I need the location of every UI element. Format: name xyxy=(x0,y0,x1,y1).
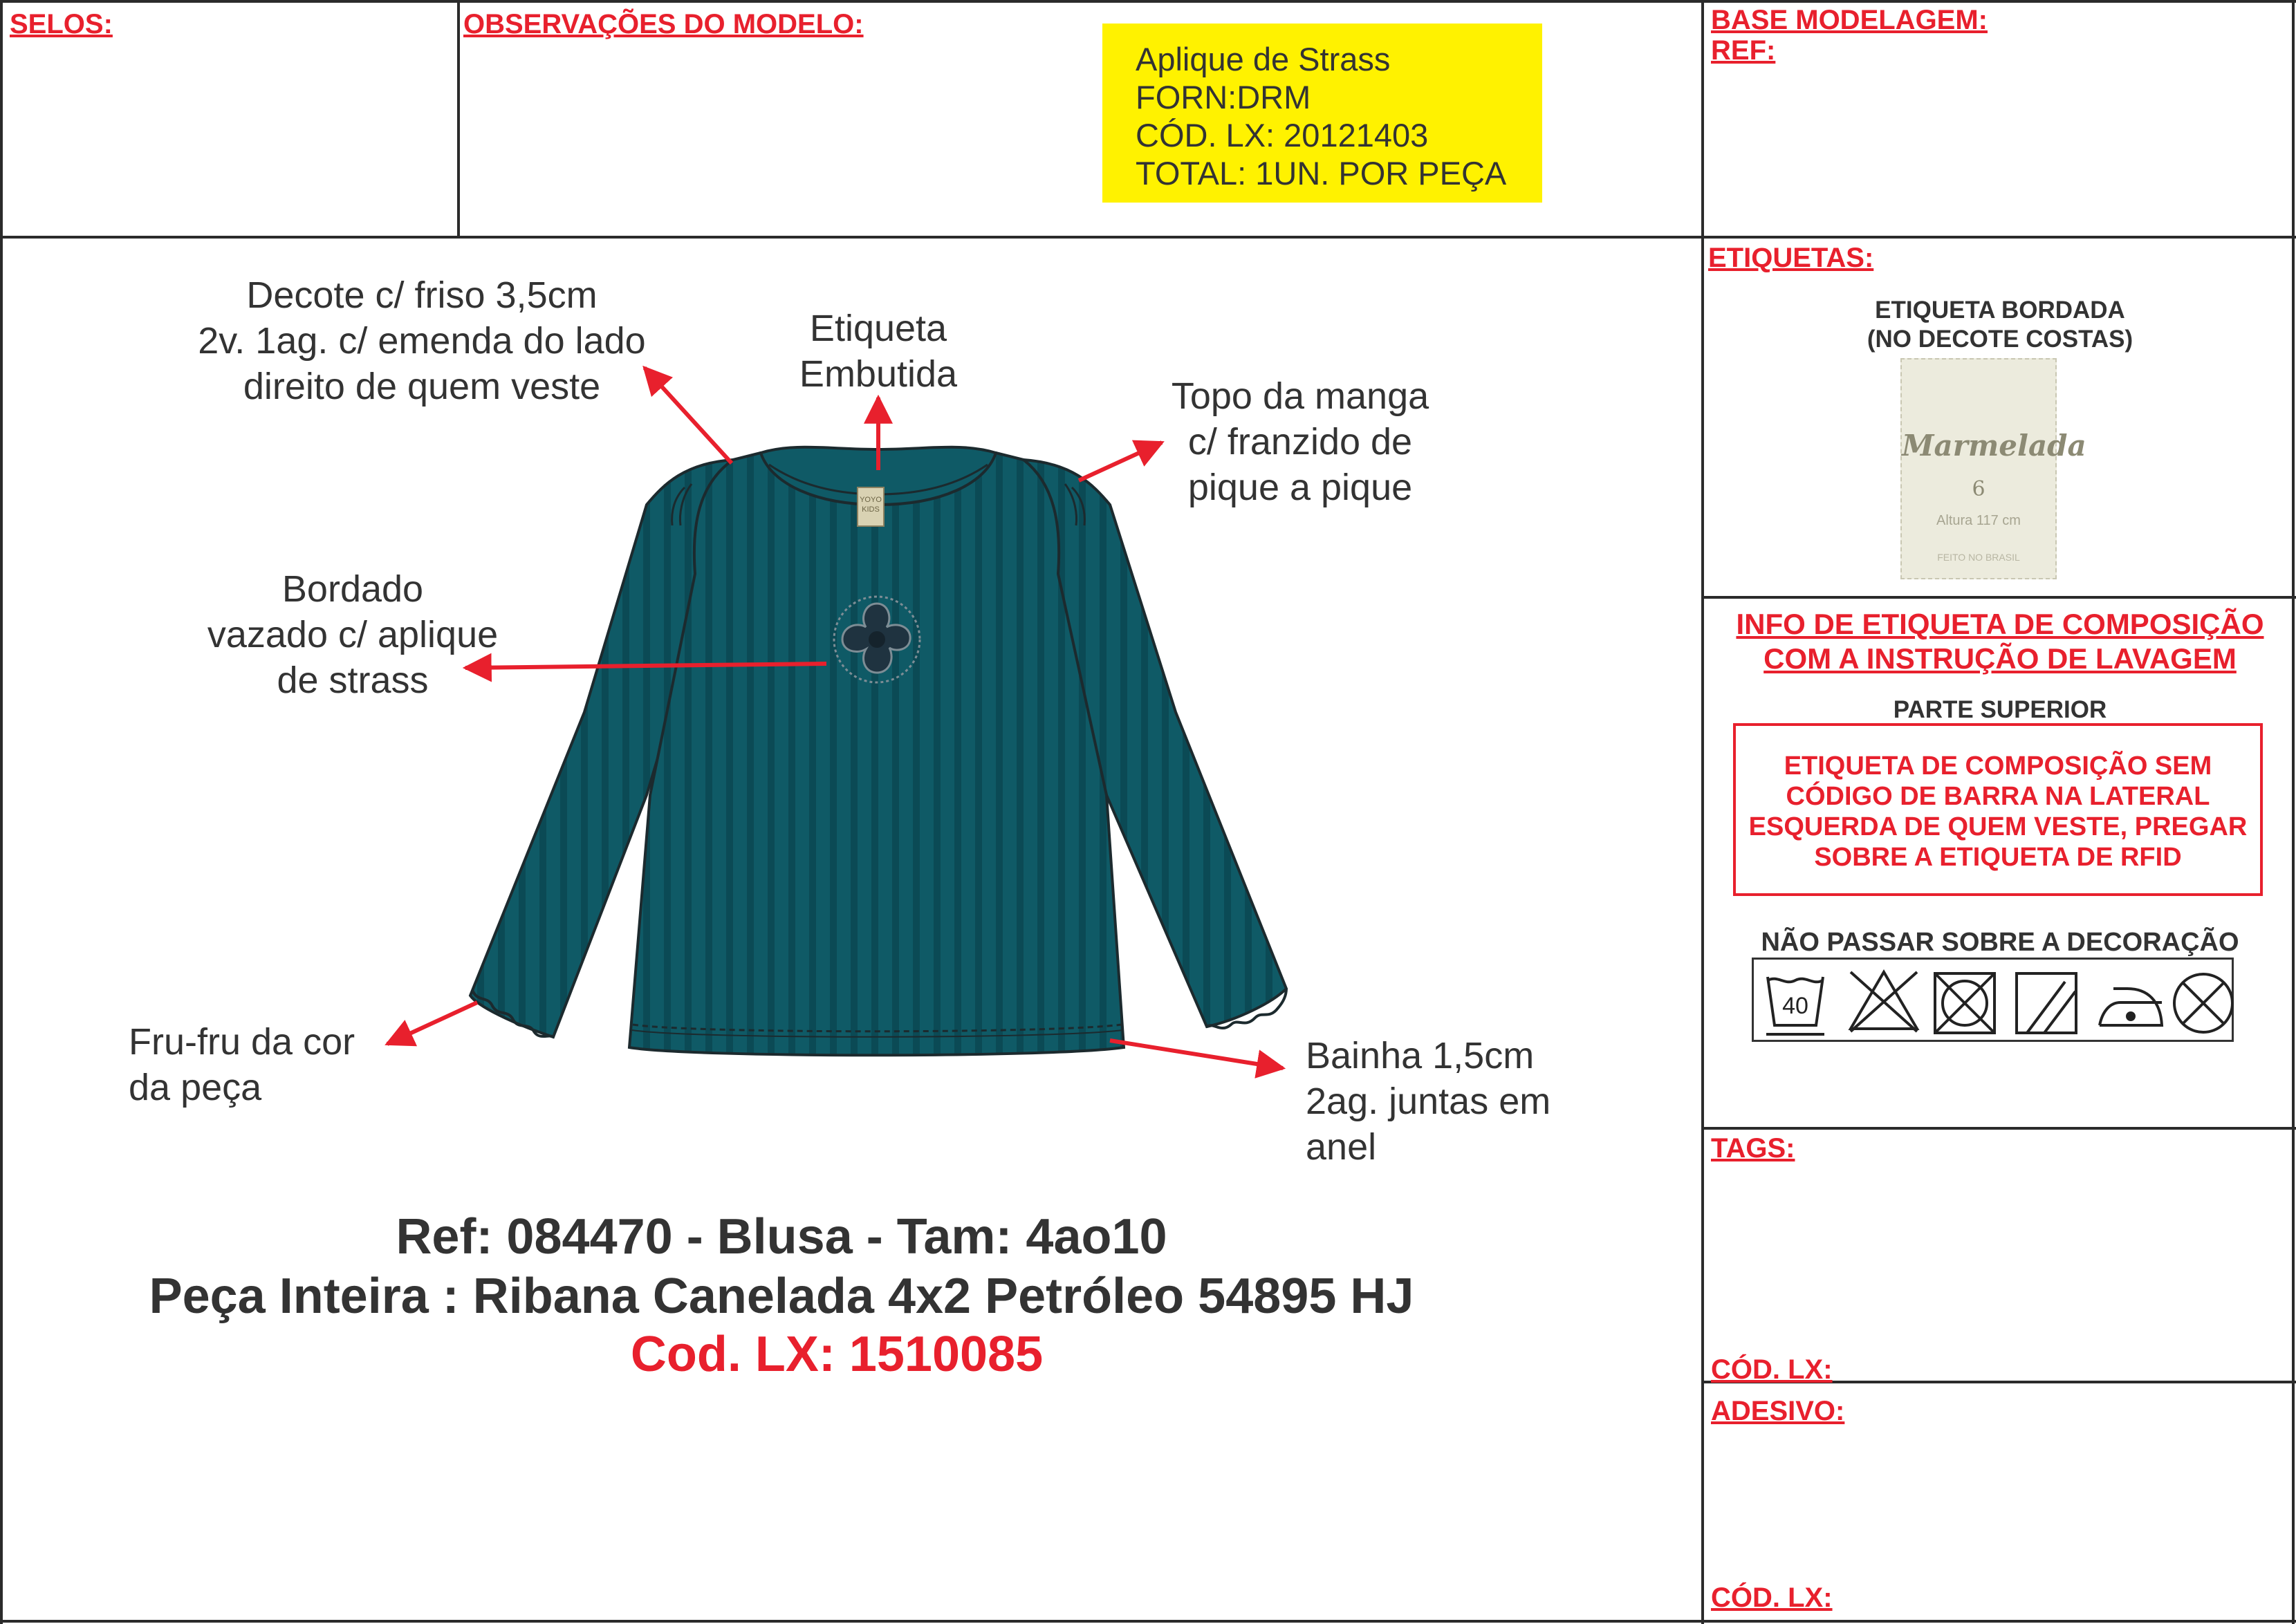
svg-text:YOYO: YOYO xyxy=(860,496,882,504)
callout-line: Topo da manga xyxy=(1171,375,1429,417)
cod-lx-line: Cod. LX: 1510085 xyxy=(630,1327,1044,1382)
parte-superior: PARTE SUPERIOR xyxy=(1893,696,2107,723)
embroidered-label xyxy=(1900,358,2086,579)
svg-text:40: 40 xyxy=(1782,993,1808,1019)
shirt-body xyxy=(629,453,1124,1055)
tags-header: TAGS: xyxy=(1711,1133,1795,1164)
ref-header: REF: xyxy=(1711,35,1776,66)
rfid-line: CÓDIGO DE BARRA NA LATERAL xyxy=(1786,782,2210,811)
callout-line: Embutida xyxy=(799,353,958,395)
iron-low-icon xyxy=(2100,989,2162,1025)
applique-line: Aplique de Strass xyxy=(1136,41,1391,77)
no-dry-clean-icon xyxy=(2174,974,2232,1032)
rfid-instruction-box xyxy=(1733,723,2263,896)
applique-line: FORN:DRM xyxy=(1136,79,1311,115)
fabric-line: Peça Inteira : Ribana Canelada 4x2 Petróleo 54895 HJ xyxy=(149,1269,1414,1324)
callout-line: Bordado xyxy=(281,568,424,610)
base-modelagem-header: BASE MODELAGEM: xyxy=(1711,5,1988,35)
composicao-title xyxy=(1704,607,2296,676)
label-made-in: FEITO NO BRASIL xyxy=(1937,552,2020,563)
callout-line: Etiqueta xyxy=(809,308,947,349)
divider-tags xyxy=(1701,1127,2296,1130)
no-tumble-dry-icon xyxy=(1935,973,1994,1033)
applique-line: CÓD. LX: 20121403 xyxy=(1136,117,1429,153)
etiqueta-bordada-title xyxy=(1704,296,2296,354)
label-brand: Marmelada xyxy=(1902,429,2086,463)
callout-line: c/ franzido de xyxy=(1187,421,1413,463)
callout-line: da peça xyxy=(129,1067,262,1108)
callout-line: de strass xyxy=(277,660,429,701)
drip-dry-icon xyxy=(2017,973,2076,1033)
callout-line: vazado c/ aplique xyxy=(207,614,499,655)
callout-topo-manga xyxy=(1134,373,1466,510)
callout-bainha xyxy=(1306,1033,1550,1170)
wash-40-icon xyxy=(1766,977,1824,1034)
reference-line: Ref: 084470 - Blusa - Tam: 4ao10 xyxy=(396,1209,1167,1264)
label-size: 6 xyxy=(1972,477,1985,501)
tags-cod-header: CÓD. LX: xyxy=(1711,1354,1833,1385)
selos-header: SELOS: xyxy=(10,9,113,39)
callout-line: Bainha 1,5cm xyxy=(1306,1035,1535,1076)
adesivo-cod-header: CÓD. LX: xyxy=(1711,1583,1833,1613)
callout-decote xyxy=(166,272,678,409)
etiqueta-title-line: ETIQUETA BORDADA xyxy=(1875,297,2125,324)
callout-line: direito de quem veste xyxy=(243,366,601,407)
decoration-warning: NÃO PASSAR SOBRE A DECORAÇÃO xyxy=(1761,928,2239,957)
arrow-frufru xyxy=(387,1002,477,1044)
callout-etiqueta xyxy=(768,306,989,397)
etiquetas-header: ETIQUETAS: xyxy=(1708,243,1874,273)
composicao-title-line: INFO DE ETIQUETA DE COMPOSIÇÃO xyxy=(1736,608,2264,640)
rfid-line: SOBRE A ETIQUETA DE RFID xyxy=(1814,843,2182,872)
composicao-title-line: COM A INSTRUÇÃO DE LAVAGEM xyxy=(1763,642,2237,675)
observacoes-header: OBSERVAÇÕES DO MODELO: xyxy=(463,9,864,39)
callout-line: pique a pique xyxy=(1187,467,1413,508)
rfid-line: ETIQUETA DE COMPOSIÇÃO SEM xyxy=(1784,752,2212,781)
arrow-bainha xyxy=(1110,1040,1283,1068)
applique-line: TOTAL: 1UN. POR PEÇA xyxy=(1136,155,1507,192)
callout-line: Fru-fru da cor xyxy=(129,1021,355,1063)
divider-composicao xyxy=(1701,596,2296,599)
svg-text:KIDS: KIDS xyxy=(862,505,880,514)
care-symbols xyxy=(1752,958,2234,1042)
rfid-line: ESQUERDA DE QUEM VESTE, PREGAR xyxy=(1748,812,2248,841)
callout-line: anel xyxy=(1306,1126,1377,1168)
callout-line: Decote c/ friso 3,5cm xyxy=(246,274,598,316)
callout-frufru xyxy=(129,1019,355,1110)
etiqueta-title-line: (NO DECOTE COSTAS) xyxy=(1867,326,2133,353)
no-bleach-icon xyxy=(1851,972,1917,1032)
callout-line: 2ag. juntas em xyxy=(1306,1081,1551,1122)
callout-bordado xyxy=(173,566,533,703)
adesivo-header: ADESIVO: xyxy=(1711,1396,1845,1426)
callout-line: 2v. 1ag. c/ emenda do lado xyxy=(198,320,646,362)
label-height: Altura 117 cm xyxy=(1936,513,2021,528)
